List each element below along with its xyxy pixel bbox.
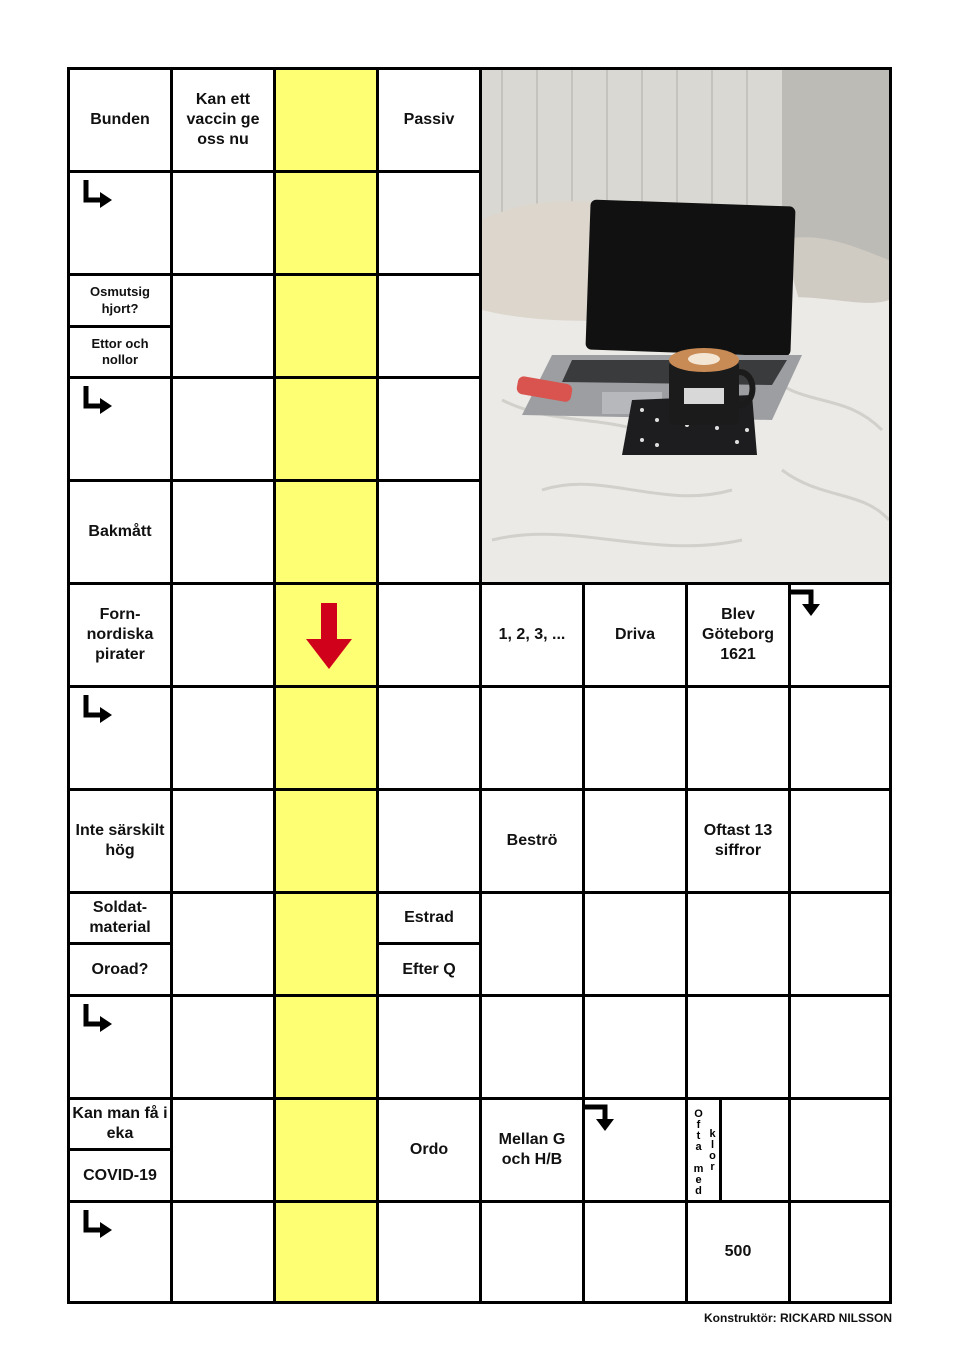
clue-bunden: Bunden xyxy=(90,111,150,128)
crossword-grid xyxy=(67,67,892,1304)
grid-line xyxy=(685,582,688,1301)
clue-mellang: Mellan G och H/B xyxy=(498,1131,566,1168)
clue-osmutsig: Osmutsig hjort? xyxy=(90,284,150,316)
clue-bestro: Beströ xyxy=(506,832,558,849)
clue-bakmatt: Bakmått xyxy=(88,523,152,540)
grid-line xyxy=(70,994,889,997)
clue-estrad: Estrad xyxy=(404,909,454,926)
clue-oftast13: Oftast 13 siffror xyxy=(703,822,773,859)
clue-split xyxy=(719,1100,722,1200)
clue-ettor: Ettor och nollor xyxy=(91,335,149,367)
clue-soldat: Soldat-material xyxy=(89,899,151,936)
clue-driva: Driva xyxy=(614,626,656,643)
constructor-credit: Konstruktör: RICKARD NILSSON xyxy=(704,1311,892,1325)
clue-covid: COVID-19 xyxy=(83,1166,157,1184)
clue-efterq: Efter Q xyxy=(402,960,456,978)
clue-intehog: Inte särskilt hög xyxy=(75,822,165,859)
clue-sequence: 1, 2, 3, ... xyxy=(498,626,566,643)
solution-arrow-icon xyxy=(306,603,352,671)
clue-fornnordiska: Forn-nordiska pirater xyxy=(86,606,154,663)
turn-right-arrow-icon xyxy=(82,386,112,416)
turn-right-arrow-icon xyxy=(82,1004,112,1034)
grid-line xyxy=(70,376,482,379)
turn-down-arrow-icon xyxy=(791,588,821,618)
turn-right-arrow-icon xyxy=(82,695,112,725)
grid-line xyxy=(70,170,482,173)
clue-ordo: Ordo xyxy=(409,1141,449,1158)
clue-oroad: Oroad? xyxy=(91,960,149,978)
clue-oftamed: Ofta med xyxy=(692,1108,705,1196)
turn-right-arrow-icon xyxy=(82,180,112,210)
clue-goteborg: Blev Göteborg 1621 xyxy=(702,606,774,663)
clue-passiv: Passiv xyxy=(403,111,455,128)
clue-kanman: Kan man få i eka xyxy=(72,1105,168,1142)
grid-line xyxy=(70,891,889,894)
grid-line xyxy=(788,582,791,1301)
laptop-coffee-bed-photo xyxy=(482,70,889,582)
grid-line xyxy=(70,1097,889,1100)
clue-klor: klor xyxy=(706,1128,719,1172)
grid-line xyxy=(70,685,889,688)
clue-femhundra: 500 xyxy=(724,1243,752,1260)
turn-down-arrow-icon xyxy=(585,1103,615,1133)
clue-vaccin: Kan ett vaccin ge oss nu xyxy=(186,91,260,148)
grid-line xyxy=(582,582,585,1301)
turn-right-arrow-icon xyxy=(82,1210,112,1240)
